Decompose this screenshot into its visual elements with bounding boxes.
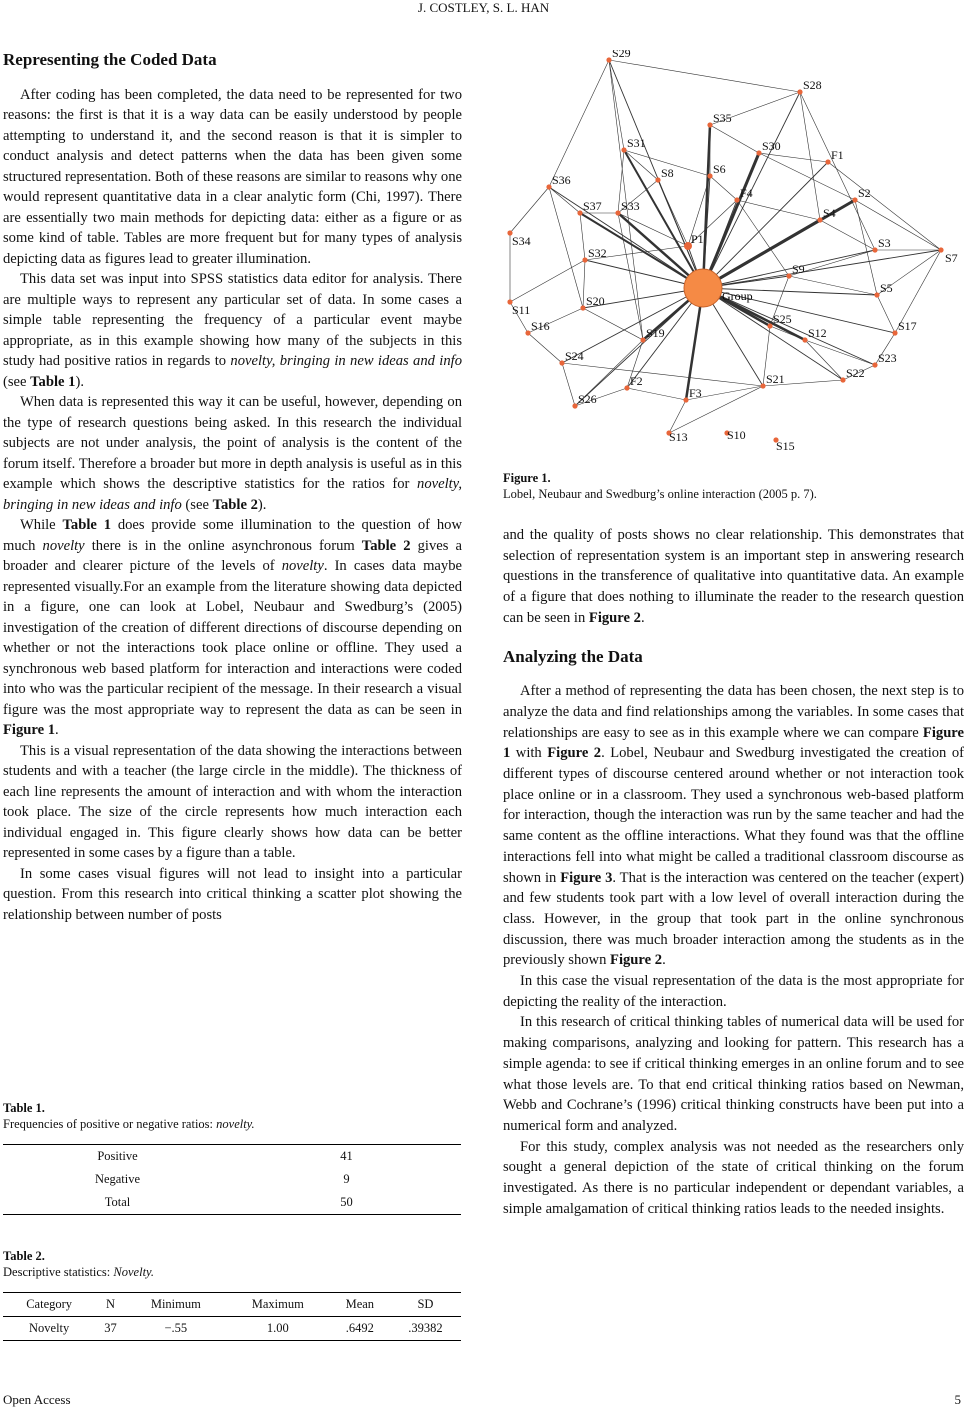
- footer-left: Open Access: [3, 1392, 71, 1407]
- node-dot: [577, 210, 582, 215]
- node-label: S15: [776, 439, 795, 453]
- table-ref: Table 1: [30, 373, 76, 390]
- paragraph: In some cases visual figures will not lead to insight into a particular question. From this research into critical thinking a scatter plot showing the relationship between number of posts: [3, 865, 462, 923]
- node-label: S22: [846, 366, 865, 380]
- network-edge: [820, 220, 875, 250]
- node-dot: [546, 184, 551, 189]
- node-dot: [840, 377, 845, 382]
- node-dot: [802, 337, 807, 342]
- node-dot: [640, 337, 645, 342]
- table-header-row: Category N Minimum Maximum Mean SD: [3, 1293, 461, 1317]
- table-2: [3, 1248, 461, 1341]
- node-dot: [756, 150, 761, 155]
- node-dot: [825, 159, 830, 164]
- network-edge: [549, 187, 580, 213]
- node-label: S9: [792, 262, 805, 276]
- node-dot: [707, 122, 712, 127]
- network-edge: [624, 150, 658, 180]
- node-label: S33: [621, 199, 640, 213]
- node-label: S36: [552, 173, 571, 187]
- paragraph: For this study, complex analysis was not needed as the researchers only sought a general depiction of the state of critical thinking on the forum investigated. As there is no particular independent or dependant variables, a simple amalgamation of critical thinking ratios leads to the needed insights.: [503, 1138, 964, 1217]
- node-label: F4: [740, 186, 753, 200]
- node-label: S4: [823, 206, 836, 220]
- frequency-table: [3, 1144, 461, 1215]
- node-label: S13: [669, 430, 688, 444]
- node-dot: [817, 217, 822, 222]
- node-dot: [707, 173, 712, 178]
- node-label: F2: [630, 374, 643, 388]
- table-caption: Table 2. Descriptive statistics: Novelty.: [3, 1249, 155, 1279]
- left-column: [3, 50, 462, 925]
- network-edge: [609, 60, 624, 150]
- network-edge: [710, 125, 759, 153]
- node-label: S21: [766, 372, 785, 386]
- network-edge: [627, 388, 686, 400]
- network-edge: [609, 60, 800, 92]
- node-label: S29: [612, 50, 631, 60]
- node-dot: [872, 247, 877, 252]
- table-row: Negative 9: [94, 1172, 350, 1186]
- node-dot: [852, 197, 857, 202]
- node-label: S28: [803, 78, 822, 92]
- node-dot: [760, 383, 765, 388]
- node-label: S23: [878, 351, 897, 365]
- group-edge: [703, 153, 759, 288]
- network-edge: [877, 295, 895, 333]
- table-row: Novelty 37 −.55 1.00 .6492 .39382: [3, 1317, 461, 1341]
- paragraph: This data set was input into SPSS statistics data editor for analysis. There are multiple ways to represent any particular set of data. In some cases a simple table representing the frequency of a particular event maybe appropriate, as in this example showing how many of the subjects in this study had positive ratios in regards to novelty, bringing in new ideas and info (see Table 1).: [3, 271, 462, 390]
- paragraph: In this research of critical thinking tables of numerical data will be used for making comparisons, analyzing and looking for pattern. This research has a simple agenda: to see if critical thinking emerges in an online forum and to see what those levels are. To that end critical thinking ratios based on Newman, Webb and Cochrane’s (1996) critical thinking constructs have been put into a numerical form and analyzed.: [503, 1014, 964, 1134]
- group-edge: [703, 220, 820, 288]
- group-label: Group: [722, 289, 753, 303]
- node-label: S37: [583, 199, 602, 213]
- network-edge: [710, 176, 737, 200]
- figure-caption: Figure 1. Lobel, Neubaur and Swedburg’s online interaction (2005 p. 7).: [503, 471, 817, 501]
- table-row: Positive 41: [3, 1145, 461, 1169]
- node-dot: [874, 292, 879, 297]
- node-label: S8: [661, 166, 674, 180]
- network-edge: [805, 340, 843, 380]
- node-dot: [559, 360, 564, 365]
- network-edge: [562, 363, 763, 386]
- node-dot: [582, 257, 587, 262]
- network-edge: [528, 333, 562, 363]
- node-dot: [606, 57, 611, 62]
- node-dot: [938, 247, 943, 252]
- node-label: S10: [727, 428, 746, 442]
- network-edge: [549, 60, 609, 187]
- running-head: J. COSTLEY, S. L. HAN: [417, 0, 550, 15]
- network-edge: [800, 92, 820, 220]
- network-edge: [580, 213, 585, 260]
- node-label: S35: [713, 111, 732, 125]
- node-dot: [797, 89, 802, 94]
- node-label: S7: [945, 251, 958, 265]
- node-dot: [580, 305, 585, 310]
- section-heading: Representing the Coded Data: [3, 50, 217, 69]
- node-label: S6: [713, 162, 726, 176]
- paragraph: When data is represented this way it can be useful, however, depending on the type of research questions being asked. In this research the individual subjects are not under analysis, the point of analysis is the content of the forum itself. Therefore a broader but more in depth analysis is useful as in this example which shows the descriptive statistics for the ratios for novelty, bringing in new ideas and info (see Table 2).: [3, 394, 462, 513]
- network-edge: [618, 213, 688, 246]
- node-dot: [615, 210, 620, 215]
- table-1: [3, 1100, 461, 1215]
- network-edge: [549, 187, 583, 308]
- paragraph: In this case the visual representation of the data is the most appropriate for depicting the reality of the interaction.: [503, 973, 964, 1010]
- node-label: P1: [691, 232, 704, 246]
- network-edge: [669, 400, 686, 433]
- network-edge: [669, 386, 763, 433]
- paragraph: This is a visual representation of the data showing the interactions between students and with a teacher (the large circle in the middle). The thickness of each line represents the amount of interaction and with whom the interaction took place. The size of the circle represents how much interaction each individual engaged in. This figure clearly shows how data can be better represented in some cases by a figure than a table.: [3, 742, 462, 861]
- node-label: S20: [586, 294, 605, 308]
- right-column: [503, 525, 964, 1220]
- section-heading: Analyzing the Data: [503, 646, 643, 666]
- descriptive-table: [3, 1292, 461, 1341]
- network-edge: [510, 260, 585, 302]
- network-edge: [510, 187, 549, 233]
- node-dot: [786, 273, 791, 278]
- node-dot: [572, 403, 577, 408]
- node-label: S30: [762, 139, 781, 153]
- node-dot: [525, 330, 530, 335]
- node-dot: [683, 397, 688, 402]
- network-edge: [855, 200, 941, 250]
- node-dot: [624, 385, 629, 390]
- node-label: S34: [512, 234, 531, 248]
- network-edge: [737, 200, 820, 220]
- network-edge: [805, 340, 875, 365]
- node-label: S2: [858, 186, 871, 200]
- paragraph: and the quality of posts shows no clear relationship. This demonstrates that selection of representation system is an important step in answering research questions in the transference of qualitative into quantitative data. An example of a figure that does nothing to illuminate the reader to the research question can be seen in Figure 2.: [503, 527, 964, 626]
- node-label: S24: [565, 349, 584, 363]
- node-label: S5: [880, 281, 893, 295]
- node-label: S19: [646, 326, 665, 340]
- table-ref: Table 2: [212, 496, 258, 513]
- node-label: S26: [578, 392, 597, 406]
- network-diagram: [503, 50, 962, 460]
- group-edge: [703, 125, 710, 288]
- node-dot: [892, 330, 897, 335]
- node-dot: [872, 362, 877, 367]
- node-label: F3: [689, 386, 702, 400]
- group-node: [684, 269, 722, 307]
- node-label: S11: [512, 303, 531, 317]
- node-label: S25: [773, 312, 792, 326]
- node-label: S16: [531, 319, 550, 333]
- node-label: S3: [878, 236, 891, 250]
- table-row: Total 50: [3, 1191, 461, 1215]
- node-dot: [767, 323, 772, 328]
- group-edge: [703, 250, 875, 288]
- table-caption: Table 1. Frequencies of positive or negative ratios: novelty.: [3, 1101, 255, 1131]
- node-label: F1: [831, 148, 844, 162]
- node-dot: [621, 147, 626, 152]
- page-number: 5: [954, 1392, 961, 1407]
- network-edge: [562, 363, 575, 406]
- node-label: S12: [808, 326, 827, 340]
- network-figure: [503, 50, 962, 460]
- node-label: S17: [898, 319, 917, 333]
- network-edge: [583, 260, 585, 308]
- node-label: S31: [627, 136, 646, 150]
- node-dot: [734, 197, 739, 202]
- node-label: S32: [588, 246, 607, 260]
- node-dot: [655, 177, 660, 182]
- network-edge: [583, 308, 643, 340]
- paragraph: After coding has been completed, the data need to be represented for two reasons: the first is that it is a way data can be easily understood by people attempting to understand it, and the second reason is that it is simpler to conduct analysis and detect patterns when the data has been given some structured representation. Both of these reasons are similar to reasons why one would represent quantitative data in a clear analytic form (Chi, 1997). There are essentially two main methods for depicting data: either as a figure or as some kind of table. Tables are more frequent but for many types of analysis depicting data as figures lead to greater illumination.: [3, 86, 462, 267]
- paragraph: After a method of representing the data has been chosen, the next step is to analyze the data and find relationships among the variables. In some cases that relationships are easy to see as in this example where we can compare Figure 1 with Figure 2. Lobel, Neubaur and Swedburg investigated the creation of different types of discourse centered around whether or not interaction took place online or in a classroom. They used a synchronous web-based platform for interaction, though the interaction was run by the same teacher and had the same content as the offline interactions. What they found was that the offline interactions fell into what might be called a traditional classroom discourse as shown in Figure 3. That is the interaction was centered on the teacher (expert) and few students took part with a low level of overall interaction during the class. However, in the group that took part in the online synchronous discussion, there was much broader interaction among the students as in the previously shown Figure 2.: [503, 683, 964, 969]
- paragraph: While Table 1 does provide some illumination to the question of how much novelty there is in the online asynchronous forum Table 2 gives a broader and clearer picture of the levels of novelty. In cases data maybe represented visually.For an example from the literature showing data depicted in a figure, one can look at Lobel, Neubaur and Swedburg’s (2005) investigation of the creation of different directions of discourse depending on whether or not the interactions took place online or offline. They used a synchronous web based platform for interaction and interactions were coded into who was the particular recipient of the message. In their research a visual figure was the most appropriate way to represent the data as can be seen in Figure 1.: [3, 517, 462, 738]
